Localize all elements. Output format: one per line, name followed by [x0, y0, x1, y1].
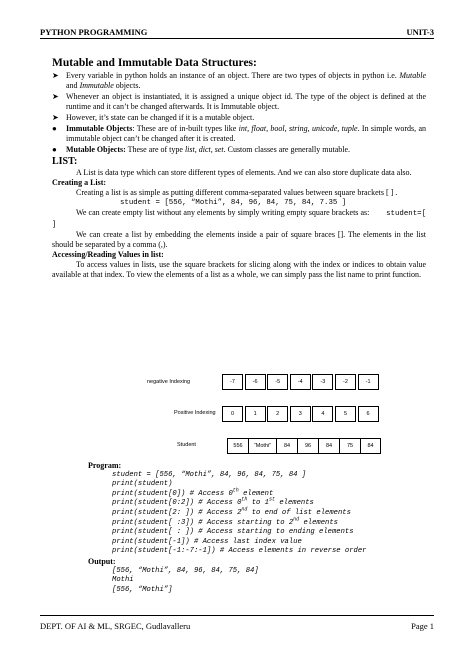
arrow-bullet-icon: ➤	[52, 92, 59, 101]
code-line: print(student[2: ]) # Access 2nd to end of list elements	[112, 506, 351, 517]
index-cell: -3	[312, 374, 333, 390]
program-block	[88, 461, 428, 595]
value-cell: 556	[227, 438, 248, 454]
section-title: Mutable and Immutable Data Structures:	[52, 57, 257, 69]
code-line: print(student[0]) # Access 0th element	[112, 487, 274, 498]
arrow-bullet-icon: ➤	[52, 71, 59, 80]
index-cell: 2	[267, 406, 288, 422]
list-item: ● Mutable Objects: These are of type list, dict, set. Custom classes are generally mutable.	[52, 145, 351, 154]
negative-indexing-label: negative Indexing	[147, 379, 191, 385]
page-footer	[40, 615, 434, 634]
value-cell: 84	[360, 438, 381, 454]
index-cell: 0	[222, 406, 243, 422]
index-cell: 3	[290, 406, 311, 422]
bullet-list	[52, 71, 426, 155]
index-cell: 4	[312, 406, 333, 422]
code-line: print(student[0:2]) # Access 0th to 1st elements	[112, 496, 314, 508]
index-cell: -5	[267, 374, 288, 390]
code-line: print(student[ :3]) # Access starting to 2nd elements	[112, 516, 338, 527]
student-values-row	[227, 438, 381, 454]
negative-index-row	[222, 374, 380, 390]
creating-paragraph-2: We can create empty list without any elements by simply writing empty square brackets as: student=[ ]	[52, 208, 427, 229]
creating-paragraph-1: Creating a list is as simple as putting different comma-separated values between square brackets [ ] .	[76, 188, 398, 197]
output-heading: Output:	[88, 556, 116, 566]
accessing-heading: Accessing/Reading Values in list:	[52, 250, 164, 259]
list-item: ➤ Every variable in python holds an instance of an object. There are two types of objects in python i.e. Mutable and Immutable objects.	[52, 71, 426, 90]
footer-department: DEPT. OF AI & ML, SRGEC, Gudlavalleru	[40, 621, 191, 631]
value-cell: 84	[318, 438, 339, 454]
dot-bullet-icon: ●	[52, 145, 57, 154]
positive-indexing-label: Positive Indexing	[174, 410, 216, 416]
code-line: print(student)	[112, 480, 173, 489]
output-line: [556, “Mothi”, 84, 96, 84, 75, 84]	[112, 566, 259, 575]
page-header	[40, 24, 434, 39]
index-cell: 1	[245, 406, 266, 422]
creating-heading: Creating a List:	[52, 178, 107, 187]
output-line: [556, “Mothi”]	[112, 585, 173, 594]
value-cell: “Mothi”	[248, 438, 276, 454]
code-line: student = [556, “Mothi”, 84, 96, 84, 75, 84 ]	[112, 470, 307, 479]
code-line: print(student[ : ]) # Access starting to ending elements	[112, 528, 354, 537]
value-cell: 75	[339, 438, 360, 454]
output-line: Mothi	[112, 576, 134, 585]
index-cell: -6	[245, 374, 266, 390]
code-line: print(student[-1]) # Access last index value	[112, 537, 302, 546]
code-line: print(student[-1:-7:-1]) # Access elements in reverse order	[112, 547, 367, 556]
positive-index-row	[222, 406, 380, 422]
value-cell: 84	[276, 438, 297, 454]
list-item: ● Immutable Objects: These are of in-built types like int, float, bool, string, unicode, tuple. In simple words, an immutable object can’t be changed after it is created.	[52, 124, 427, 143]
header-unit: UNIT-3	[406, 27, 434, 37]
main-content	[52, 56, 426, 280]
value-cell: 96	[297, 438, 318, 454]
index-cell: -7	[222, 374, 243, 390]
list-item: ➤ However, it’s state can be changed if it is a mutable object.	[52, 113, 255, 122]
student-label: Student	[177, 442, 196, 448]
inline-code: student=[ ]	[52, 210, 427, 229]
index-cell: -1	[358, 374, 379, 390]
arrow-bullet-icon: ➤	[52, 113, 59, 122]
index-cell: -2	[335, 374, 356, 390]
list-intro: A List is data type which can store different types of elements. And we can also store duplicate data also.	[76, 168, 412, 177]
accessing-paragraph: To access values in lists, use the square brackets for slicing along with the index or indices to obtain value available at that index. To view the elements of a list as a whole, we can simply pass the list name to print function.	[52, 260, 426, 279]
list-index-diagram	[142, 374, 382, 462]
dot-bullet-icon: ●	[52, 124, 57, 133]
header-course: PYTHON PROGRAMMING	[40, 27, 148, 37]
index-cell: -4	[290, 374, 311, 390]
creating-paragraph-3: We can create a list by embedding the elements inside a pair of square braces []. The elements in the list should be separated by a comma (,).	[52, 230, 426, 249]
list-item: ➤ Whenever an object is instantiated, it is assigned a unique object id. The type of the object is defined at the runtime and it can’t be changed afterwards. It is Immutable object.	[52, 92, 426, 111]
footer-page-number: Page 1	[411, 621, 434, 631]
list-heading: LIST:	[52, 156, 78, 167]
program-heading: Program:	[88, 461, 122, 470]
index-cell: 5	[335, 406, 356, 422]
index-cell: 6	[358, 406, 379, 422]
code-line: student = [556, “Mothi”, 84, 96, 84, 75, 84, 7.35 ]	[120, 199, 347, 207]
